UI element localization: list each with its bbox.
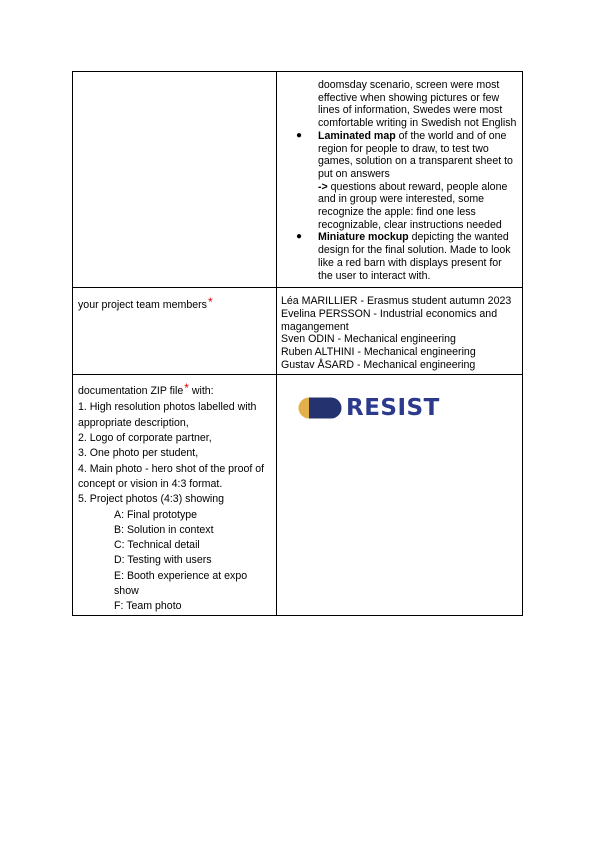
requirement-item: 2. Logo of corporate partner, <box>78 432 212 445</box>
requirement-item: 5. Project photos (4:3) showing <box>78 493 225 506</box>
requirement-subitem: A: Final prototype <box>114 508 198 521</box>
team-member: Sven ODIN - Mechanical engineering <box>281 333 456 346</box>
resist-logo-text: RESIST <box>346 395 440 422</box>
team-members-list <box>281 288 518 371</box>
resist-logo-mark-icon <box>298 397 342 419</box>
bullet-subnote <box>318 181 518 232</box>
documentation-requirements <box>78 382 272 614</box>
requirement-item: 4. Main photo - hero shot of the proof of concept or vision in 4:3 format. <box>78 462 265 490</box>
team-members-cell <box>277 288 523 375</box>
empty-cell <box>73 72 277 288</box>
requirement-item: 3. One photo per student, <box>78 447 199 460</box>
testing-list <box>281 130 518 282</box>
team-member: Léa MARILLIER - Erasmus student autumn 2023 <box>281 295 512 308</box>
documentation-label-suffix: with: <box>188 385 214 398</box>
resist-logo <box>298 396 518 420</box>
documentation-label-cell <box>73 375 277 615</box>
subnote-text: questions about reward, people alone and in group were interested, some recognize the apple: find one less recognizable, clear instructions needed <box>318 180 508 231</box>
requirement-subitem: C: Technical detail <box>114 539 200 552</box>
documentation-content-cell <box>277 375 523 615</box>
list-item <box>281 130 518 232</box>
bullet-icon: ● <box>296 129 303 141</box>
list-item <box>281 231 518 282</box>
requirement-subitem: D: Testing with users <box>114 554 212 567</box>
requirement-subitem: E: Booth experience at expo show <box>114 569 248 598</box>
team-member: Evelina PERSSON - Industrial economics and magangement <box>281 307 498 333</box>
requirement-subitem: B: Solution in context <box>114 523 214 536</box>
required-mark: * <box>184 381 189 396</box>
table-row <box>73 288 523 375</box>
team-member: Gustav ÅSARD - Mechanical engineering <box>281 358 476 371</box>
bullet-bold-text: Laminated map <box>318 129 396 142</box>
continuation-text: doomsday scenario, screen were most effective when showing pictures or few lines of information, Swedes were most comfortable writing in Swedish not English <box>318 79 517 130</box>
project-form-table <box>72 71 523 616</box>
requirement-subitem: F: Team photo <box>114 600 182 613</box>
team-member: Ruben ALTHINI - Mechanical engineering <box>281 346 476 359</box>
table-row <box>73 375 523 615</box>
requirement-item: 1. High resolution photos labelled with appropriate description, <box>78 401 257 429</box>
documentation-title <box>78 382 272 398</box>
documentation-label: documentation ZIP file <box>78 385 184 398</box>
table-row <box>73 72 523 288</box>
bullet-text: depicting the wanted design for the final solution. Made to look like a red barn with displays present for the user to interact with. <box>318 231 511 282</box>
required-mark: * <box>207 295 213 310</box>
arrow-text: -> <box>318 180 328 193</box>
bullet-icon: ● <box>296 231 303 243</box>
team-members-label: your project team members <box>78 299 207 312</box>
team-label-cell <box>73 288 277 375</box>
bullet-text: of the world and of one region for people to draw, to test two games, solution on a transparent sheet to put on answers <box>318 129 513 180</box>
testing-notes-cell <box>277 72 523 288</box>
bullet-bold-text: Miniature mockup <box>318 231 409 244</box>
